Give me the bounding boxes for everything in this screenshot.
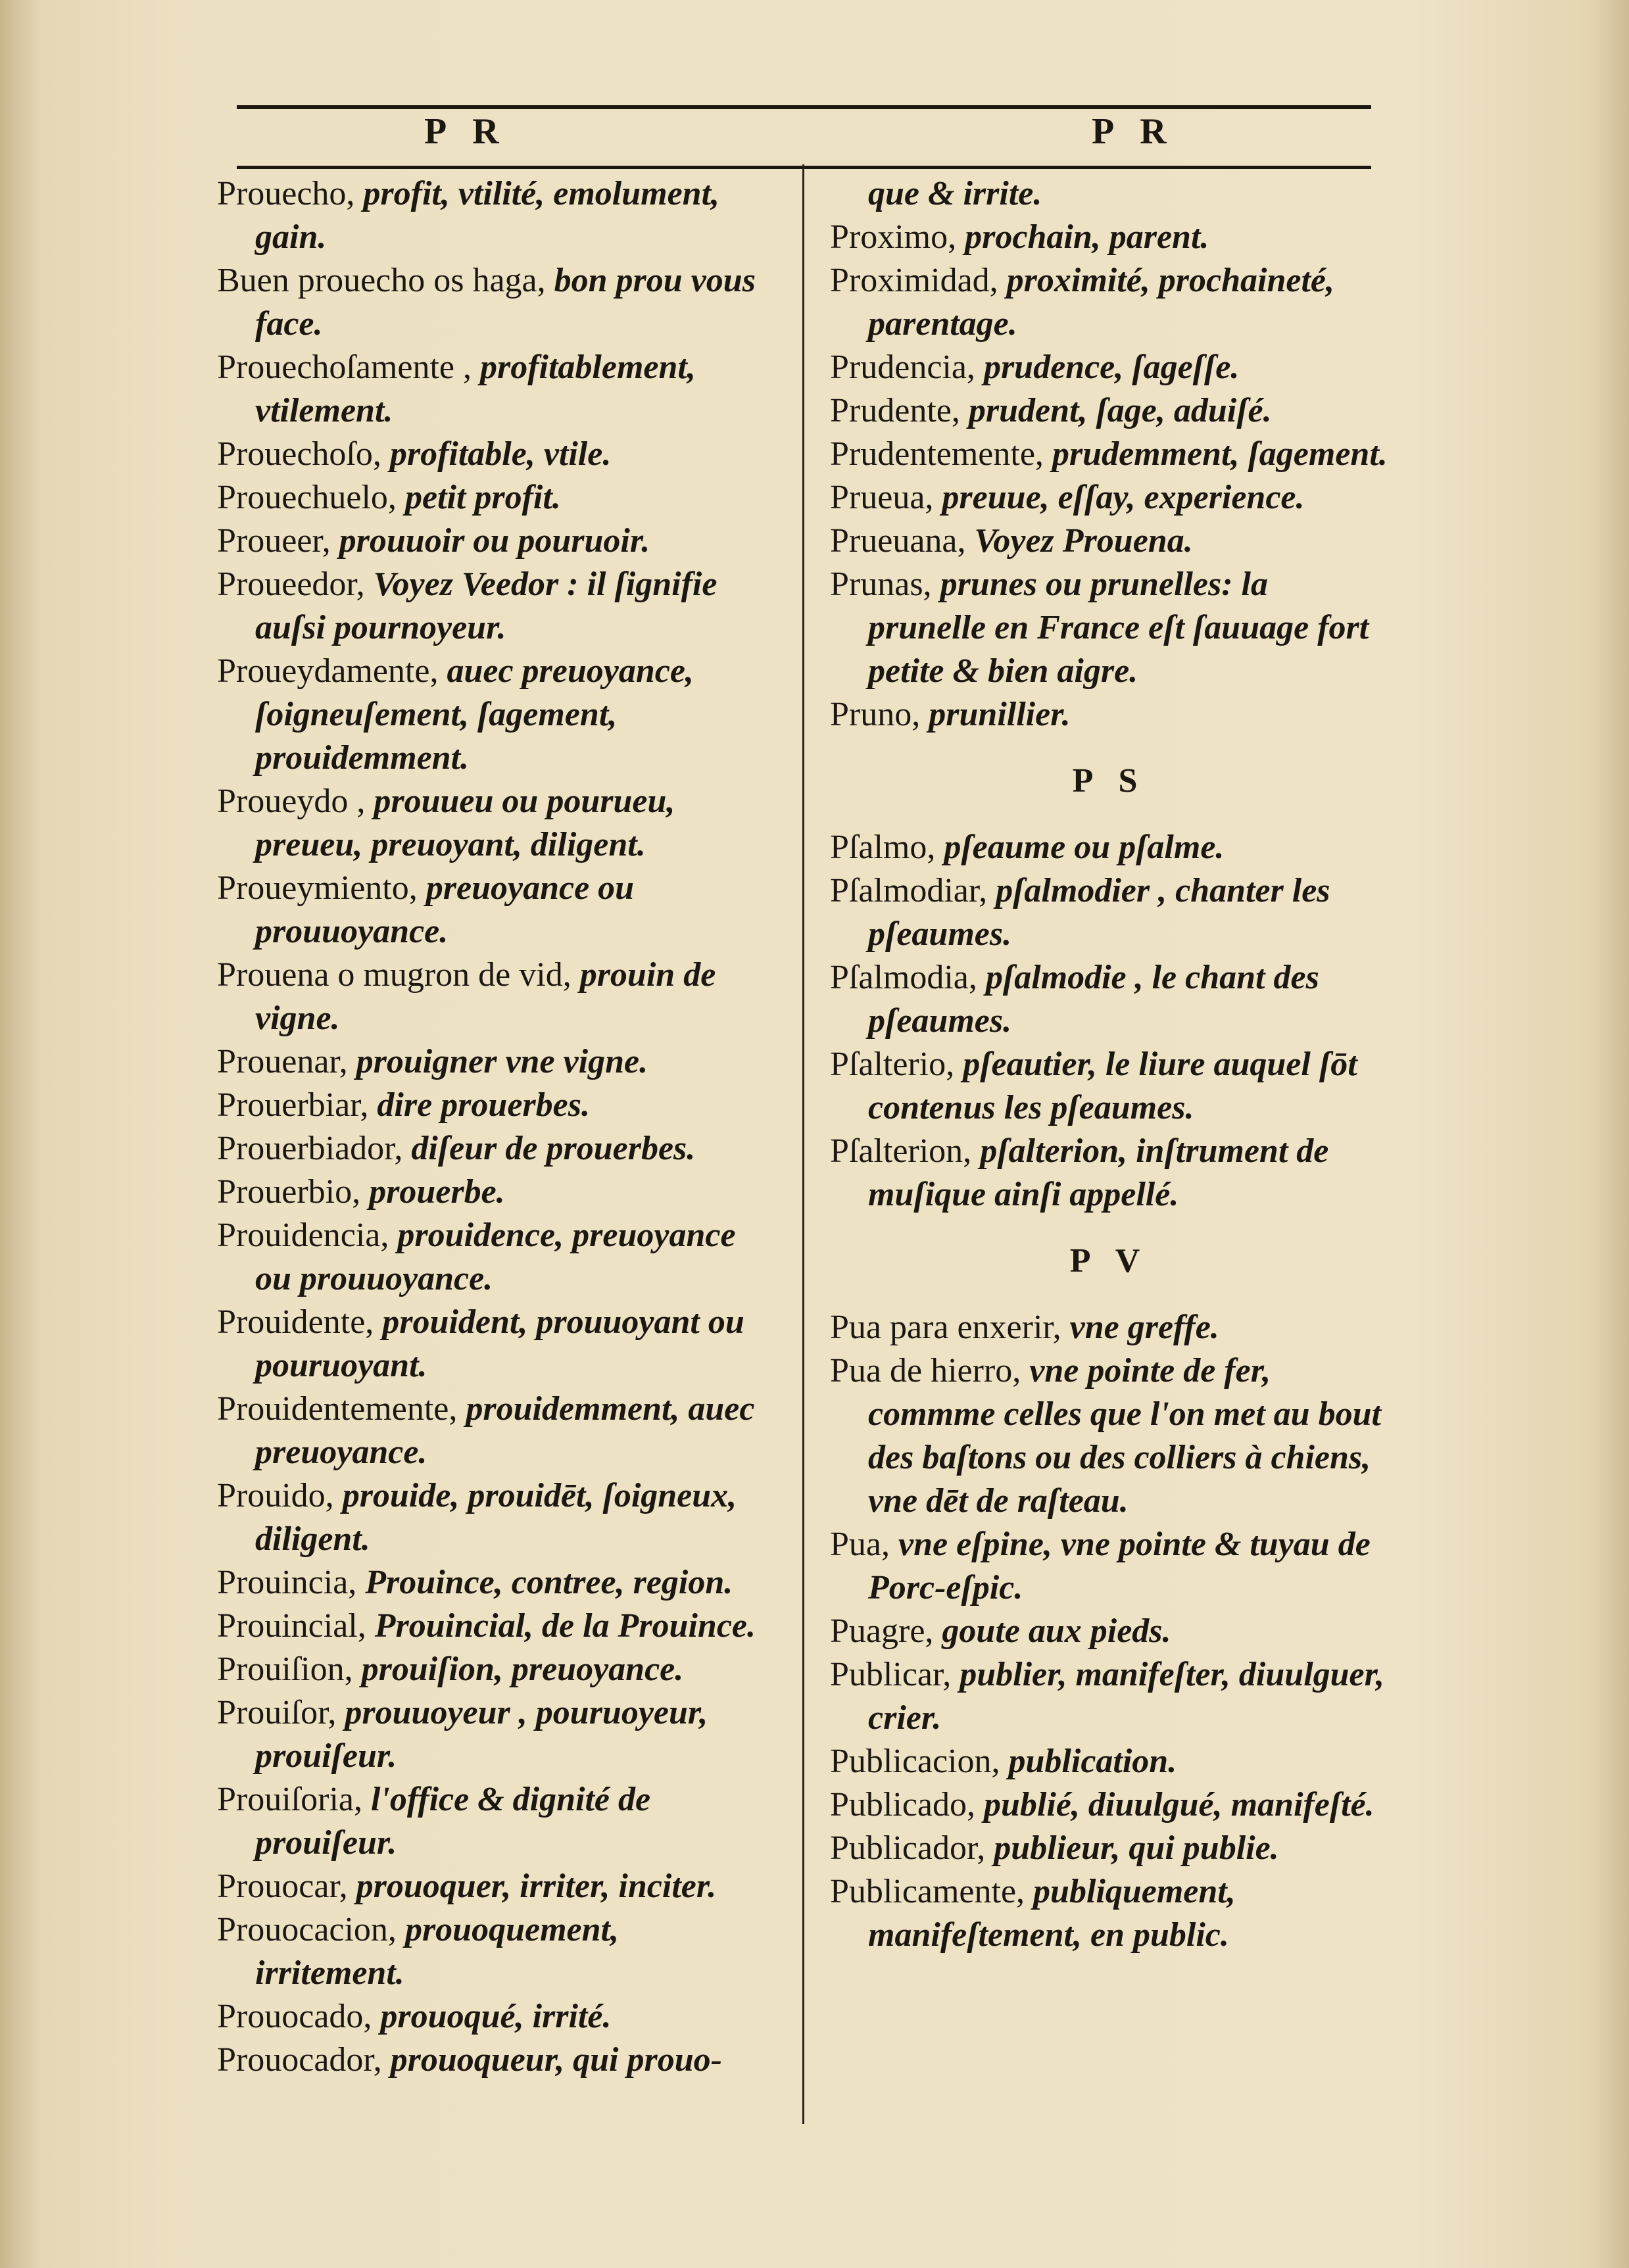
dictionary-entry bbox=[830, 1740, 1389, 1783]
entry-definition: prouiſion, preuoyance. bbox=[361, 1651, 684, 1688]
entry-definition: vne pointe de fer, commme celles que l'on met au bout des baſtons ou des colliers à chiens, vne dēt de raſteau. bbox=[868, 1352, 1381, 1520]
dictionary-entry bbox=[217, 1908, 769, 1995]
dictionary-entry bbox=[830, 1653, 1389, 1740]
entry-definition: preuoyance ou prouuoyance. bbox=[255, 869, 635, 950]
entry-definition: Prouince, contree, region. bbox=[365, 1564, 733, 1601]
entry-definition: pſalterion, inſtrument de muſique ainſi appellé. bbox=[868, 1132, 1329, 1213]
dictionary-entry bbox=[830, 1870, 1389, 1957]
dictionary-entry bbox=[830, 216, 1389, 259]
dictionary-entry bbox=[217, 259, 769, 346]
entry-headword: Prunas, bbox=[830, 566, 932, 603]
dictionary-entry bbox=[217, 1778, 769, 1865]
entry-headword: Prouiſoria, bbox=[217, 1781, 362, 1818]
dictionary-entry bbox=[217, 1648, 769, 1691]
continuation-text: que & irrite. bbox=[868, 175, 1042, 212]
entry-definition: prouerbe. bbox=[369, 1173, 505, 1211]
entry-definition: proximité, prochaineté, parentage. bbox=[868, 262, 1334, 343]
entry-headword: Prouechoſamente , bbox=[217, 349, 472, 386]
entry-headword: Proueydamente, bbox=[217, 652, 439, 690]
entry-headword: Pſalterio, bbox=[830, 1046, 955, 1083]
dictionary-entry bbox=[217, 650, 769, 780]
entry-headword: Pſalmo, bbox=[830, 829, 936, 866]
entry-headword: Pua de hierro, bbox=[830, 1352, 1021, 1389]
entry-headword: Publicado, bbox=[830, 1786, 975, 1823]
ps-entries bbox=[830, 826, 1389, 1217]
entry-headword: Prouidentemente, bbox=[217, 1390, 458, 1428]
entry-definition: prouuoir ou pouruoir. bbox=[339, 522, 650, 560]
dictionary-entry bbox=[217, 1474, 769, 1561]
entry-definition: prouoqueur, qui prouo- bbox=[390, 2041, 722, 2079]
entry-definition: prouin de vigne. bbox=[255, 956, 716, 1037]
entry-definition: prochain, parent. bbox=[965, 218, 1209, 256]
entry-headword: Pſalmodia, bbox=[830, 959, 977, 996]
dictionary-entry bbox=[217, 953, 769, 1040]
entry-definition: publication. bbox=[1008, 1743, 1177, 1780]
entry-definition: prouuoyeur , pouruoyeur, prouiſeur. bbox=[255, 1694, 708, 1775]
dictionary-entry bbox=[830, 1610, 1389, 1653]
entry-headword: Publicar, bbox=[830, 1656, 952, 1693]
entry-headword: Prouechoſo, bbox=[217, 435, 381, 473]
entry-headword: Pua para enxerir, bbox=[830, 1309, 1061, 1346]
entry-definition: pſeaume ou pſalme. bbox=[944, 829, 1225, 866]
entry-definition: prouoquement, irritement. bbox=[255, 1911, 619, 1992]
top-rule bbox=[237, 105, 1371, 109]
entry-definition: diſeur de prouerbes. bbox=[411, 1130, 696, 1167]
pv-entries bbox=[830, 1306, 1389, 1957]
running-head-left: P R bbox=[424, 111, 508, 152]
running-head-right: P R bbox=[1092, 111, 1176, 152]
entry-headword: Prudente, bbox=[830, 392, 960, 429]
entry-definition: profitablement, vtilement. bbox=[255, 349, 696, 429]
entry-headword: Pſalterion, bbox=[830, 1132, 972, 1170]
dictionary-entry bbox=[830, 476, 1389, 519]
entry-definition: Voyez Prouena. bbox=[974, 522, 1193, 560]
dictionary-entry bbox=[217, 1084, 769, 1127]
right-column bbox=[830, 172, 1389, 1957]
entry-headword: Prueuana, bbox=[830, 522, 966, 560]
entry-headword: Publicacion, bbox=[830, 1743, 1000, 1780]
dictionary-entry bbox=[217, 476, 769, 519]
entry-definition: profit, vtilité, emolument, gain. bbox=[255, 175, 720, 256]
entry-headword: Prouincia, bbox=[217, 1564, 357, 1601]
entry-headword: Prouocador, bbox=[217, 2041, 382, 2079]
dictionary-entry bbox=[217, 2039, 769, 2082]
dictionary-entry bbox=[830, 693, 1389, 736]
entry-headword: Prouiſion, bbox=[217, 1651, 353, 1688]
entry-headword: Prouechuelo, bbox=[217, 479, 397, 516]
entry-headword: Prueua, bbox=[830, 479, 934, 516]
entry-definition: vne greffe. bbox=[1069, 1309, 1219, 1346]
dictionary-entry bbox=[830, 1349, 1389, 1523]
entry-headword: Proueymiento, bbox=[217, 869, 418, 907]
entry-headword: Prouincial, bbox=[217, 1607, 366, 1645]
dictionary-entry bbox=[830, 1306, 1389, 1349]
entry-definition: profitable, vtile. bbox=[389, 435, 612, 473]
entry-definition: Voyez Veedor : il ſignifie auſsi pournoyeur. bbox=[255, 566, 717, 646]
entry-headword: Proueedor, bbox=[217, 566, 365, 603]
entry-definition: l'office & dignité de prouiſeur. bbox=[255, 1781, 651, 1862]
entry-headword: Prouenar, bbox=[217, 1043, 348, 1080]
entry-headword: Pſalmodiar, bbox=[830, 872, 988, 909]
dictionary-entry bbox=[830, 1523, 1389, 1610]
entry-definition: prouueu ou pourueu, preueu, preuoyant, diligent. bbox=[255, 783, 675, 863]
entry-headword: Prouocar, bbox=[217, 1868, 348, 1905]
dictionary-entry bbox=[217, 1040, 769, 1084]
entry-headword: Prouiſor, bbox=[217, 1694, 337, 1731]
dictionary-entry bbox=[217, 1387, 769, 1474]
entry-definition: vne eſpine, vne pointe & tuyau de Porc-eſpic. bbox=[868, 1526, 1371, 1606]
entry-headword: Buen prouecho os haga, bbox=[217, 262, 546, 299]
dictionary-entry bbox=[830, 519, 1389, 563]
dictionary-entry bbox=[217, 1301, 769, 1387]
section-heading-ps: P S bbox=[1072, 762, 1147, 800]
entry-headword: Prouocacion, bbox=[217, 1911, 397, 1948]
entry-definition: prudemment, ſagement. bbox=[1052, 435, 1388, 473]
entry-definition: prouigner vne vigne. bbox=[356, 1043, 648, 1080]
dictionary-entry bbox=[830, 1043, 1389, 1130]
entry-headword: Puagre, bbox=[830, 1612, 934, 1650]
dictionary-entry bbox=[217, 1561, 769, 1604]
dictionary-entry bbox=[217, 563, 769, 650]
entry-definition: prouidence, preuoyance ou prouuoyance. bbox=[255, 1217, 736, 1297]
dictionary-entry bbox=[217, 433, 769, 476]
entry-definition: Prouincial, de la Prouince. bbox=[374, 1607, 756, 1645]
column-divider bbox=[802, 164, 804, 2124]
dictionary-entry bbox=[217, 1170, 769, 1214]
dictionary-entry bbox=[830, 956, 1389, 1043]
dictionary-entry bbox=[217, 1865, 769, 1908]
entry-definition: prunillier. bbox=[929, 696, 1071, 733]
entry-headword: Proximo, bbox=[830, 218, 957, 256]
dictionary-entry bbox=[217, 1604, 769, 1648]
dictionary-entry bbox=[830, 259, 1389, 346]
dictionary-entry bbox=[217, 867, 769, 953]
entry-definition: goute aux pieds. bbox=[942, 1612, 1171, 1650]
entry-definition: pſeautier, le liure auquel ſōt contenus les pſeaumes. bbox=[868, 1046, 1357, 1126]
entry-definition: publieur, qui publie. bbox=[994, 1829, 1279, 1867]
entry-headword: Prouocado, bbox=[217, 1998, 372, 2035]
entry-definition: prudence, ſageſſe. bbox=[983, 349, 1240, 386]
entry-definition: petit profit. bbox=[404, 479, 561, 516]
dictionary-entry bbox=[217, 1691, 769, 1778]
dictionary-entry bbox=[217, 172, 769, 259]
dictionary-entry bbox=[217, 1127, 769, 1170]
entry-headword: Proximidad, bbox=[830, 262, 998, 299]
entry-definition: prouidemment, auec preuoyance. bbox=[255, 1390, 755, 1471]
entry-headword: Prouido, bbox=[217, 1477, 334, 1514]
entry-definition: publié, diuulgué, manifeſté. bbox=[983, 1786, 1374, 1823]
entry-headword: Proueer, bbox=[217, 522, 331, 560]
dictionary-entry bbox=[830, 346, 1389, 389]
dictionary-entry bbox=[830, 1783, 1389, 1827]
pr-entries bbox=[830, 216, 1389, 736]
dictionary-entry bbox=[217, 1214, 769, 1301]
entry-definition: auec preuoyance, ſoigneuſement, ſagement, prouidemment. bbox=[255, 652, 694, 777]
left-column bbox=[217, 172, 769, 2082]
entry-definition: prouoqué, irrité. bbox=[380, 1998, 612, 2035]
entry-headword: Prudentemente, bbox=[830, 435, 1044, 473]
entry-headword: Proueydo , bbox=[217, 783, 366, 820]
entry-definition: prouoquer, irriter, inciter. bbox=[356, 1868, 717, 1905]
entry-definition: dire prouerbes. bbox=[377, 1086, 590, 1124]
dictionary-entry bbox=[830, 1827, 1389, 1870]
entry-headword: Pruno, bbox=[830, 696, 921, 733]
entry-definition: prouident, prouuoyant ou pouruoyant. bbox=[255, 1303, 744, 1384]
dictionary-entry bbox=[830, 826, 1389, 869]
entry-definition: preuue, eſſay, experience. bbox=[942, 479, 1305, 516]
dictionary-entry bbox=[217, 1995, 769, 2039]
entry-definition: prunes ou prunelles: la prunelle en France eſt ſauuage fort petite & bien aigre. bbox=[868, 566, 1369, 690]
entry-definition: pſalmodie , le chant des pſeaumes. bbox=[868, 959, 1319, 1040]
entry-definition: prouide, prouidēt, ſoigneux, diligent. bbox=[255, 1477, 737, 1558]
entry-headword: Prouidencia, bbox=[217, 1217, 389, 1254]
dictionary-entry bbox=[217, 780, 769, 867]
entry-headword: Publicamente, bbox=[830, 1873, 1025, 1910]
entry-headword: Publicador, bbox=[830, 1829, 986, 1867]
entry-headword: Prudencia, bbox=[830, 349, 975, 386]
entry-headword: Prouidente, bbox=[217, 1303, 374, 1341]
entry-headword: Prouerbiador, bbox=[217, 1130, 403, 1167]
entry-headword: Pua, bbox=[830, 1526, 890, 1563]
dictionary-entry bbox=[830, 1130, 1389, 1217]
dictionary-entry bbox=[217, 346, 769, 433]
entry-definition: pſalmodier , chanter les pſeaumes. bbox=[868, 872, 1330, 953]
dictionary-entry bbox=[830, 389, 1389, 433]
dictionary-entry bbox=[217, 519, 769, 563]
section-heading-pv: P V bbox=[1069, 1242, 1150, 1280]
entry-definition: publier, manifeſter, diuulguer, crier. bbox=[868, 1656, 1385, 1737]
entry-headword: Prouerbio, bbox=[217, 1173, 361, 1211]
entry-headword: Prouecho, bbox=[217, 175, 355, 212]
dictionary-entry bbox=[830, 869, 1389, 956]
dictionary-entry bbox=[830, 563, 1389, 693]
entry-definition: bon prou vous face. bbox=[255, 262, 756, 343]
entry-headword: Prouena o mugron de vid, bbox=[217, 956, 571, 994]
entry-definition: prudent, ſage, aduiſé. bbox=[968, 392, 1272, 429]
dictionary-entry bbox=[830, 433, 1389, 476]
entry-definition: publiquement, manifeſtement, en public. bbox=[868, 1873, 1236, 1954]
entry-headword: Prouerbiar, bbox=[217, 1086, 369, 1124]
